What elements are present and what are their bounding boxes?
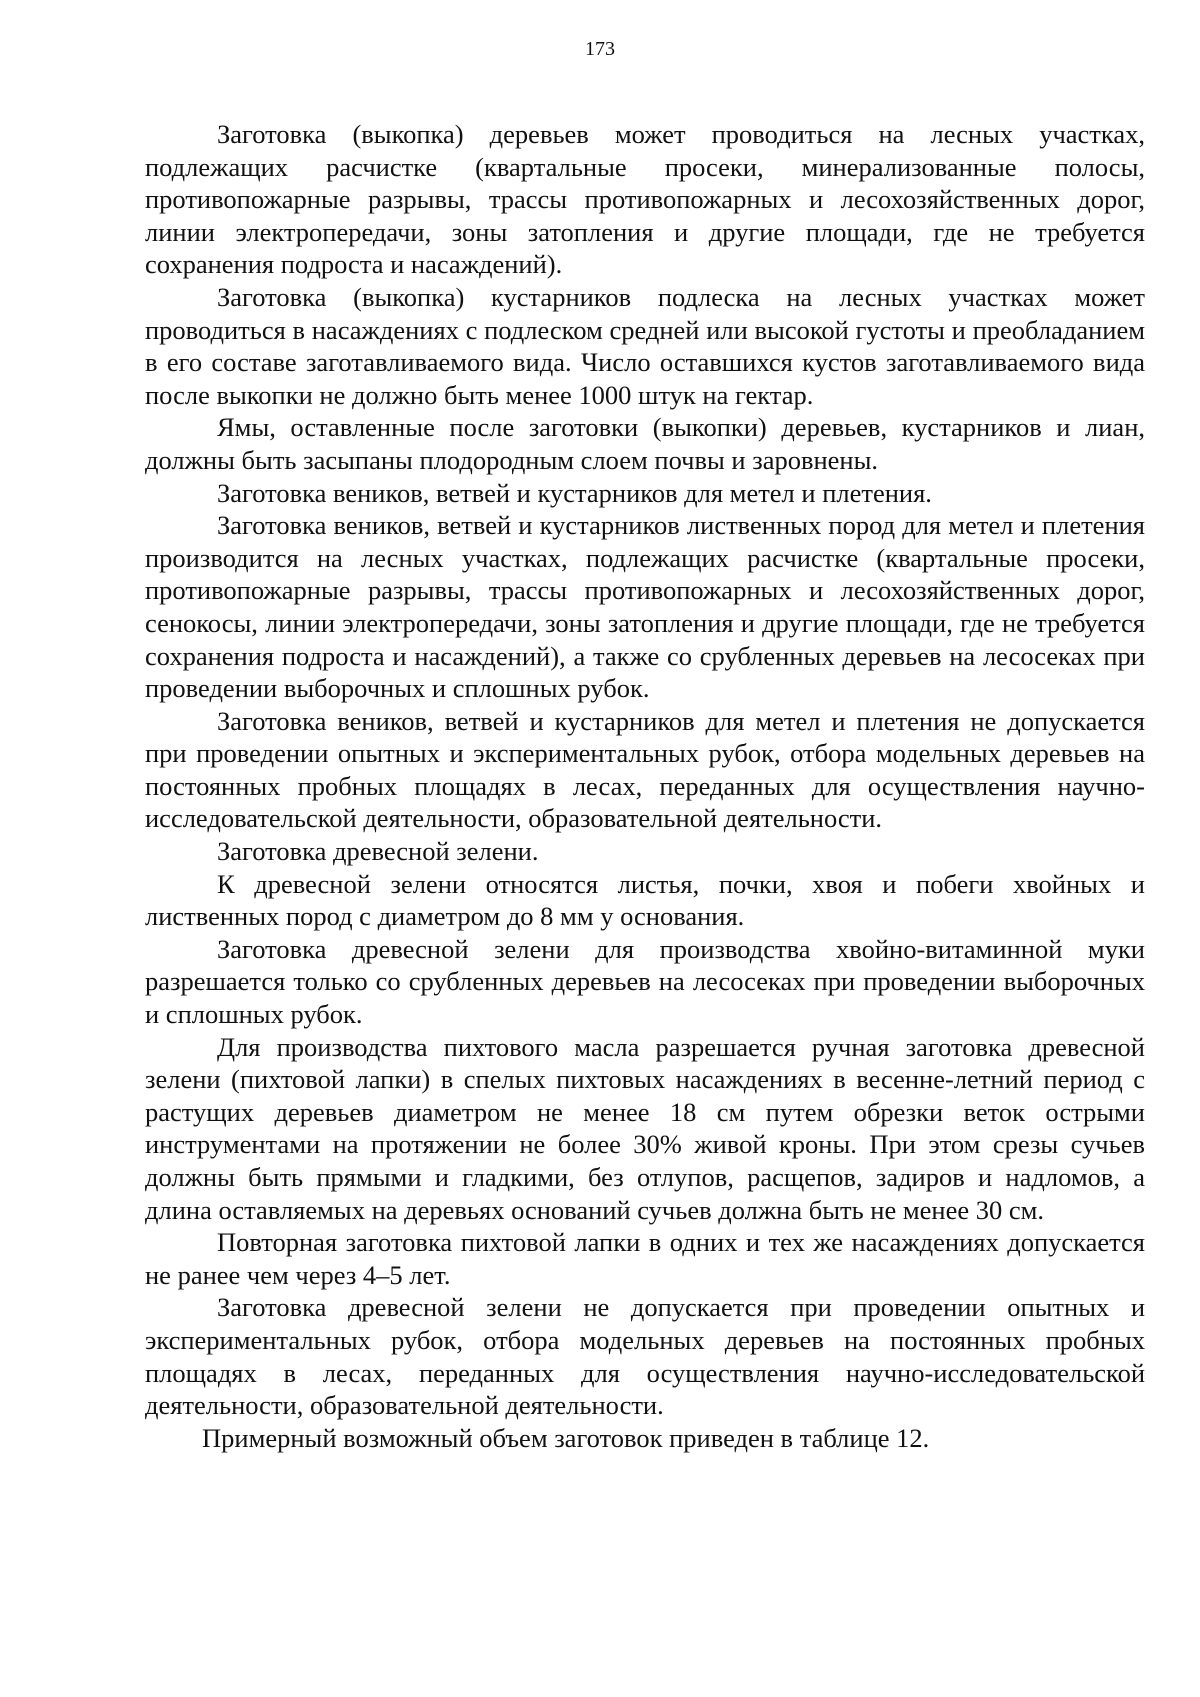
paragraph-vitamin-flour: Заготовка древесной зелени для производства хвойно-витаминной муки разрешается только со срубленных деревьев на лесосеках при проведении выборочных и сплошных рубок. <box>145 933 1145 1030</box>
paragraph-brooms-harvesting: Заготовка веников, ветвей и кустарников лиственных пород для метел и плетения производится на лесных участках, подлежащих расчистке (квартальные просеки, противопожарные разрывы, трассы противопожарных и лесохозяйственных дорог, сенокосы, линии электропередачи, зоны затопления и другие площади, где не требуется сохранения подроста и насаждений), а также со срубленных деревьев на лесосеках при проведении выборочных и сплошных рубок. <box>145 510 1145 704</box>
paragraph-repeat-harvesting: Повторная заготовка пихтовой лапки в одних и тех же насаждениях допускается не ранее чем через 4–5 лет. <box>145 1227 1145 1290</box>
paragraph-table-reference: Примерный возможный объем заготовок приведен в таблице 12. <box>202 1422 930 1453</box>
paragraph-fir-oil: Для производства пихтового масла разрешается ручная заготовка древесной зелени (пихтовой лапки) в спелых пихтовых насаждениях в весенне-летний период с растущих деревьев диаметром не менее 18 см путем обрезки веток острыми инструментами на протяжении не более 30% живой кроны. При этом срезы сучьев должны быть прямыми и гладкими, без отлупов, расщепов, задиров и надломов, а длина оставляемых на деревьях оснований сучьев должна быть не менее 30 см. <box>145 1031 1145 1225</box>
page-number: 173 <box>585 38 615 60</box>
paragraph-brooms-restrictions: Заготовка веников, ветвей и кустарников для метел и плетения не допускается при проведении опытных и экспериментальных рубок, отбора модельных деревьев на постоянных пробных площадях в лесах, переданных для осуществления научно-исследовательской деятельности, образовательной деятельности. <box>145 705 1145 834</box>
paragraph-pits: Ямы, оставленные после заготовки (выкопки) деревьев, кустарников и лиан, должны быть засыпаны плодородным слоем почвы и заровнены. <box>145 412 1145 475</box>
section-heading-brooms: Заготовка веников, ветвей и кустарников для метел и плетения. <box>217 477 932 508</box>
paragraph-shrub-digging: Заготовка (выкопка) кустарников подлеска на лесных участках может проводиться в насаждениях с подлеском средней или высокой густоты и преобладанием в его составе заготавливаемого вида. Число оставшихся кустов заготавливаемого вида после выкопки не должно быть менее 1000 штук на гектар. <box>145 281 1145 410</box>
paragraph-greenery-definition: К древесной зелени относятся листья, почки, хвоя и побеги хвойных и лиственных пород с диаметром до 8 мм у основания. <box>145 868 1145 932</box>
document-body <box>145 118 1145 1454</box>
section-heading-greenery: Заготовка древесной зелени. <box>217 836 539 867</box>
paragraph-greenery-restrictions: Заготовка древесной зелени не допускается при проведении опытных и экспериментальных рубок, отбора модельных деревьев на постоянных пробных площадях в лесах, переданных для осуществления научно-исследовательской деятельности, образовательной деятельности. <box>145 1292 1145 1421</box>
paragraph-tree-digging: Заготовка (выкопка) деревьев может проводиться на лесных участках, подлежащих расчистке (квартальные просеки, минерализованные полосы, противопожарные разрывы, трассы противопожарных и лесохозяйственных дорог, линии электропередачи, зоны затопления и другие площади, где не требуется сохранения подроста и насаждений). <box>145 119 1145 280</box>
